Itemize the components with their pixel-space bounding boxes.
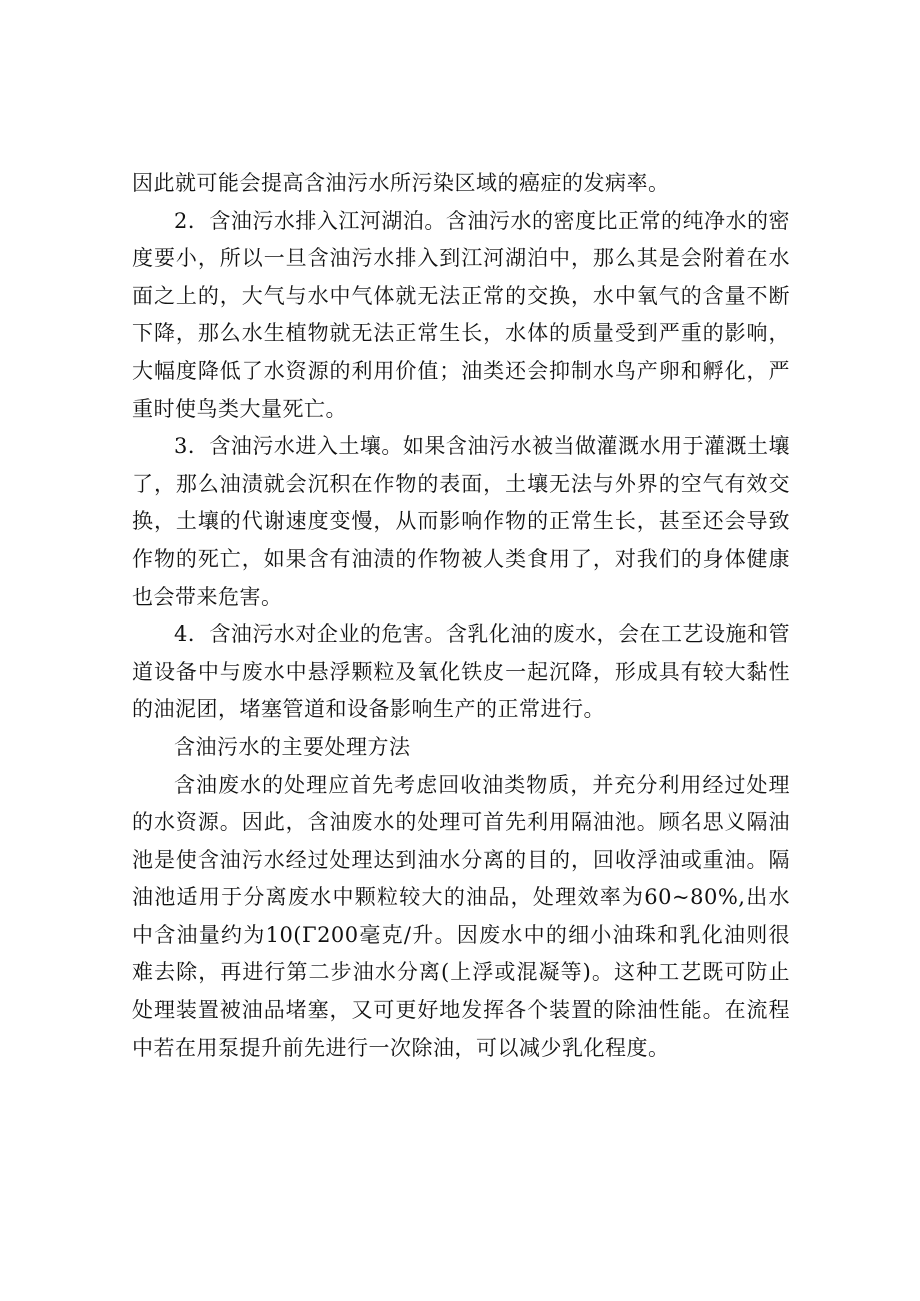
paragraph-item-2: 2．含油污水排入江河湖泊。含油污水的密度比正常的纯净水的密度要小，所以一旦含油污水排入到江河湖泊中，那么其是会附着在水面之上的，大气与水中气体就无法正常的交换，水中氧气的含量不断下降，那么水生植物就无法正常生长，水体的质量受到严重的影响，大幅度降低了水资源的利用价值；油类还会抑制水鸟产卵和孵化，严重时使鸟类大量死亡。	[132, 208, 790, 421]
section-heading: 含油污水的主要处理方法	[174, 734, 411, 759]
document-body	[132, 165, 790, 1067]
paragraph-item-4: 4．含油污水对企业的危害。含乳化油的废水，会在工艺设施和管道设备中与废水中悬浮颗粒及氧化铁皮一起沉降，形成具有较大黏性的油泥团，堵塞管道和设备影响生产的正常进行。	[132, 622, 790, 722]
paragraph-item-3: 3．含油污水进入土壤。如果含油污水被当做灌溉水用于灌溉土壤了，那么油渍就会沉积在作物的表面，土壤无法与外界的空气有效交换，土壤的代谢速度变慢，从而影响作物的正常生长，甚至还会导致作物的死亡，如果含有油渍的作物被人类食用了，对我们的身体健康也会带来危害。	[132, 434, 790, 609]
paragraph-treatment: 含油废水的处理应首先考虑回收油类物质，并充分利用经过处理的水资源。因此，含油废水的处理可首先利用隔油池。顾名思义隔油池是使含油污水经过处理达到油水分离的目的，回收浮油或重油。隔油池适用于分离废水中颗粒较大的油品，处理效率为60~80%,出水中含油量约为10(Γ200毫克/升。因废水中的细小油珠和乳化油则很难去除，再进行第二步油水分离(上浮或混凝等)。这种工艺既可防止处理装置被油品堵塞，又可更好地发挥各个装置的除油性能。在流程中若在用泵提升前先进行一次除油，可以减少乳化程度。	[132, 772, 790, 1060]
paragraph-continuation: 因此就可能会提高含油污水所污染区域的癌症的发病率。	[132, 171, 670, 195]
